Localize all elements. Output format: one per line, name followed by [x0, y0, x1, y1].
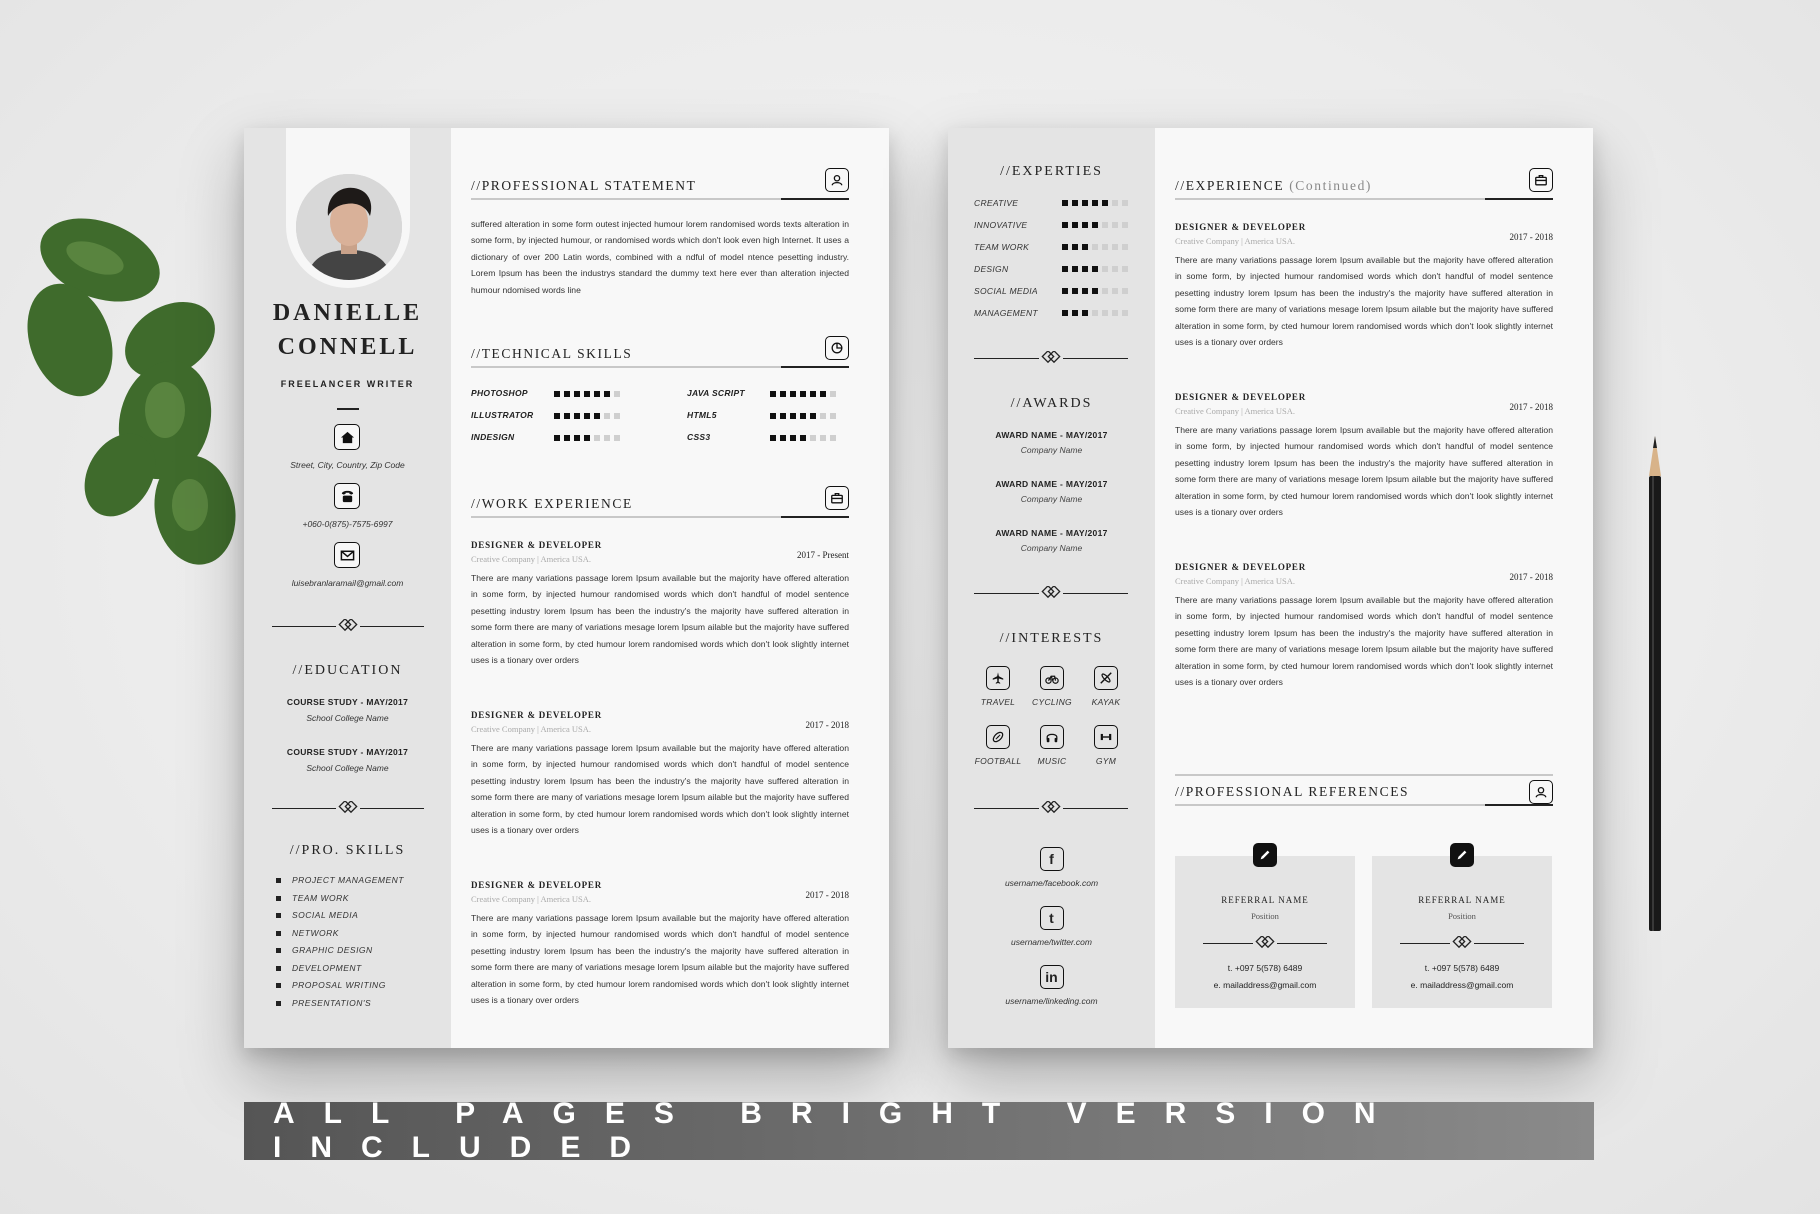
interest-label: CYCLING: [1032, 697, 1072, 707]
level-dot-empty: [1122, 244, 1128, 250]
education-item-title: COURSE STUDY - MAY/2017: [286, 747, 409, 757]
section-title: //PROFESSIONAL REFERENCES: [1175, 784, 1410, 799]
expertise-row: [974, 198, 1144, 210]
level-dot-empty: [594, 435, 600, 441]
level-dot-filled: [584, 413, 590, 419]
resume-page-2: [948, 128, 1593, 1048]
level-dot-empty: [1102, 310, 1108, 316]
level-dot-filled: [1062, 310, 1068, 316]
level-dot-filled: [1102, 200, 1108, 206]
interest-label: FOOTBALL: [974, 756, 1022, 766]
briefcase-icon: [825, 486, 849, 510]
skill-level-dots: [554, 413, 620, 419]
expertise-row: [974, 264, 1144, 276]
level-dot-filled: [1062, 200, 1068, 206]
section-title-main: //EXPERIENCE: [1175, 178, 1285, 193]
plane-icon: [986, 666, 1010, 690]
award-company: Company Name: [1020, 543, 1083, 553]
job-description: There are many variations passage lorem Ipsum available but the majority have offered alteration in some form, by injected humour randomised words which don't handful of model sentence pesetting industry lorem Ipsum has been the industry's the majority have suffered alteration in some form there are many of variations mesage lorem Ipsum ailable but the majority have suffered alteration in some form, by cted humour lorem randomised words which don't look slightly internet uses is a tionary over orders: [471, 913, 849, 1006]
level-dot-filled: [1072, 200, 1078, 206]
interests-heading: //INTERESTS: [999, 631, 1104, 646]
job-company: Creative Company | America USA.: [1175, 236, 1295, 246]
skill-label: HTML5: [687, 410, 717, 420]
name-rule: [337, 408, 359, 410]
sidebar-left: [948, 128, 1155, 1048]
level-dot-empty: [614, 413, 620, 419]
level-dot-empty: [1092, 310, 1098, 316]
social-item[interactable]: [948, 965, 1155, 1006]
level-dot-filled: [574, 391, 580, 397]
skill-label: CSS3: [687, 432, 711, 442]
job-company: Creative Company | America USA.: [471, 894, 591, 904]
divider-ornament: [1203, 936, 1327, 950]
interest-label: TRAVEL: [980, 697, 1016, 707]
level-dot-filled: [810, 413, 816, 419]
referral-name: REFERRAL NAME: [1221, 895, 1309, 905]
level-dot-filled: [800, 391, 806, 397]
job-entry: [1175, 392, 1553, 520]
level-dot-filled: [1082, 288, 1088, 294]
award-title: AWARD NAME - MAY/2017: [995, 479, 1108, 489]
job-date: 2017 - Present: [797, 550, 849, 560]
level-dot-filled: [1072, 266, 1078, 272]
list-item: PROPOSAL WRITING: [276, 977, 404, 995]
expertise-level-dots: [1062, 244, 1128, 250]
level-dot-empty: [1112, 244, 1118, 250]
expertise-row: [974, 242, 1144, 254]
section-title: //PROFESSIONAL STATEMENT: [471, 178, 697, 193]
headphones-icon: [1040, 725, 1064, 749]
main-column-page2: [1155, 128, 1593, 1048]
level-dot-filled: [820, 391, 826, 397]
level-dot-filled: [770, 391, 776, 397]
expertise-label: TEAM WORK: [974, 242, 1030, 252]
award-item: [948, 430, 1155, 455]
job-role: FREELANCER WRITER: [280, 379, 415, 389]
level-dot-filled: [790, 391, 796, 397]
level-dot-filled: [800, 435, 806, 441]
level-dot-empty: [1102, 222, 1108, 228]
level-dot-filled: [790, 435, 796, 441]
list-item: SOCIAL MEDIA: [276, 907, 404, 925]
phone-icon: [334, 483, 360, 509]
promo-banner: [244, 1097, 1594, 1164]
skill-level-dots: [770, 413, 836, 419]
level-dot-empty: [830, 413, 836, 419]
skill-level-dots: [554, 435, 620, 441]
job-entry: [471, 880, 849, 1008]
job-date: 2017 - 2018: [805, 890, 849, 900]
level-dot-filled: [1092, 266, 1098, 272]
level-dot-empty: [810, 435, 816, 441]
referral-position: Position: [1251, 911, 1279, 921]
divider-ornament: [272, 619, 424, 633]
level-dot-filled: [554, 391, 560, 397]
level-dot-filled: [780, 391, 786, 397]
contact-email[interactable]: luisebranlaramail@gmail.com: [291, 578, 404, 588]
level-dot-empty: [1122, 200, 1128, 206]
pencil-decoration: [1640, 436, 1670, 936]
education-item-title: COURSE STUDY - MAY/2017: [286, 697, 409, 707]
job-company: Creative Company | America USA.: [471, 724, 591, 734]
expertise-label: CREATIVE: [974, 198, 1019, 208]
contact-phone: +060-0(875)-7575-6997: [302, 519, 393, 529]
level-dot-empty: [1122, 310, 1128, 316]
section-title: //TECHNICAL SKILLS: [471, 346, 633, 361]
list-item: PRESENTATION'S: [276, 995, 404, 1013]
referral-email[interactable]: e. mailaddress@gmail.com: [1213, 980, 1317, 990]
job-description: There are many variations passage lorem Ipsum available but the majority have offered alteration in some form, by injected humour randomised words which don't handful of model sentence pesetting industry lorem Ipsum has been the industry's the majority have suffered alteration in some form there are many of variations mesage lorem Ipsum ailable but the majority have suffered alteration in some form, by cted humour lorem randomised words which don't look slightly internet uses is a tionary over orders: [471, 743, 849, 836]
expertise-heading: //EXPERTIES: [1000, 164, 1103, 179]
skill-level-dots: [554, 391, 620, 397]
level-dot-filled: [770, 413, 776, 419]
level-dot-empty: [1122, 288, 1128, 294]
level-dot-filled: [780, 435, 786, 441]
education-item-school: School College Name: [306, 763, 389, 773]
technical-skills-grid: [471, 388, 849, 448]
job-company: Creative Company | America USA.: [1175, 406, 1295, 416]
facebook-icon: f: [1040, 847, 1064, 871]
pen-icon: [1450, 843, 1474, 867]
level-dot-filled: [564, 413, 570, 419]
social-item[interactable]: [948, 847, 1155, 888]
job-description: There are many variations passage lorem Ipsum available but the majority have offered alteration in some form, by injected humour randomised words which don't handful of model sentence pesetting industry lorem Ipsum has been the industry's the majority have suffered alteration in some form there are many of variations mesage lorem Ipsum ailable but the majority have suffered alteration in some form, by cted humour lorem randomised words which don't look slightly internet uses is a tionary over orders: [1175, 255, 1553, 348]
expertise-label: SOCIAL MEDIA: [974, 286, 1038, 296]
main-column-page1: [451, 128, 889, 1048]
level-dot-empty: [1102, 244, 1108, 250]
level-dot-filled: [1072, 244, 1078, 250]
interest-label: KAYAK: [1091, 697, 1121, 707]
referral-position: Position: [1448, 911, 1476, 921]
skill-label: PHOTOSHOP: [471, 388, 528, 398]
expertise-row: [974, 308, 1144, 320]
section-header-statement: [471, 168, 849, 200]
first-name: DANIELLE: [272, 300, 423, 326]
banner-text: ALL PAGES BRIGHT VERSION INCLUDED: [273, 1097, 1405, 1164]
level-dot-empty: [1112, 200, 1118, 206]
interest-item: [968, 666, 1028, 707]
expertise-label: INNOVATIVE: [974, 220, 1028, 230]
job-company: Creative Company | America USA.: [471, 554, 591, 564]
level-dot-filled: [780, 413, 786, 419]
expertise-row: [974, 220, 1144, 232]
education-heading: //EDUCATION: [292, 663, 403, 678]
level-dot-filled: [1072, 310, 1078, 316]
social-label[interactable]: username/facebook.com: [1004, 878, 1099, 888]
section-header-technical: [471, 336, 849, 368]
level-dot-empty: [1102, 266, 1108, 272]
level-dot-filled: [554, 435, 560, 441]
job-title: DESIGNER & DEVELOPER: [1175, 392, 1307, 402]
interest-item: [1022, 725, 1082, 766]
level-dot-filled: [1062, 266, 1068, 272]
level-dot-empty: [830, 391, 836, 397]
social-label[interactable]: username/linkeding.com: [1005, 996, 1098, 1006]
level-dot-filled: [1062, 288, 1068, 294]
level-dot-empty: [830, 435, 836, 441]
level-dot-filled: [1062, 244, 1068, 250]
award-item: [948, 528, 1155, 553]
list-item: DEVELOPMENT: [276, 960, 404, 978]
expertise-row: [974, 286, 1144, 298]
referral-phone: t. +097 5(578) 6489: [1227, 963, 1303, 973]
reference-card: [1175, 856, 1355, 1008]
resume-page-1: [244, 128, 889, 1048]
level-dot-empty: [1112, 222, 1118, 228]
job-date: 2017 - 2018: [805, 720, 849, 730]
level-dot-empty: [1092, 244, 1098, 250]
list-item: GRAPHIC DESIGN: [276, 942, 404, 960]
level-dot-empty: [614, 435, 620, 441]
avatar: [296, 174, 402, 280]
expertise-level-dots: [1062, 310, 1128, 316]
expertise-label: MANAGEMENT: [974, 308, 1038, 318]
list-item: PROJECT MANAGEMENT: [276, 872, 404, 890]
job-title: DESIGNER & DEVELOPER: [1175, 562, 1307, 572]
job-entry: [1175, 222, 1553, 350]
level-dot-filled: [1082, 244, 1088, 250]
divider-ornament: [1400, 936, 1524, 950]
dumbbell-icon: [1094, 725, 1118, 749]
award-company: Company Name: [1020, 445, 1083, 455]
plant-leaves-decoration: [0, 210, 260, 590]
section-title-suffix: (Continued): [1289, 178, 1373, 193]
pro-skills-heading: //PRO. SKILLS: [289, 843, 406, 858]
award-company: Company Name: [1020, 494, 1083, 504]
job-date: 2017 - 2018: [1509, 402, 1553, 412]
pro-skills-list: [276, 872, 404, 1012]
section-header-experience: [1175, 168, 1553, 200]
interest-label: MUSIC: [1037, 756, 1067, 766]
job-entry: [1175, 562, 1553, 690]
level-dot-filled: [1062, 222, 1068, 228]
bicycle-icon: [1040, 666, 1064, 690]
expertise-label: DESIGN: [974, 264, 1009, 274]
briefcase-icon: [1529, 168, 1553, 192]
linkedin-icon: in: [1040, 965, 1064, 989]
pen-icon: [1253, 843, 1277, 867]
user-icon: [1529, 780, 1553, 804]
job-description: There are many variations passage lorem Ipsum available but the majority have offered alteration in some form, by injected humour randomised words which don't handful of model sentence pesetting industry lorem Ipsum has been the industry's the majority have suffered alteration in some form there are many of variations mesage lorem Ipsum ailable but the majority have suffered alteration in some form, by cted humour lorem randomised words which don't look slightly internet uses is a tionary over orders: [1175, 595, 1553, 688]
job-title: DESIGNER & DEVELOPER: [471, 540, 603, 550]
level-dot-filled: [594, 413, 600, 419]
interest-item: [1076, 725, 1136, 766]
level-dot-empty: [820, 413, 826, 419]
level-dot-filled: [1092, 288, 1098, 294]
twitter-icon: t: [1040, 906, 1064, 930]
interest-label: GYM: [1095, 756, 1117, 766]
section-header-references: [1175, 774, 1553, 806]
interest-item: [1076, 666, 1136, 707]
level-dot-empty: [1102, 288, 1108, 294]
award-item: [948, 479, 1155, 504]
level-dot-filled: [604, 391, 610, 397]
awards-heading: //AWARDS: [1010, 396, 1093, 411]
level-dot-filled: [1082, 200, 1088, 206]
referral-email[interactable]: e. mailaddress@gmail.com: [1410, 980, 1514, 990]
level-dot-filled: [1082, 266, 1088, 272]
skill-level-dots: [770, 435, 836, 441]
expertise-level-dots: [1062, 200, 1128, 206]
skill-label: ILLUSTRATOR: [471, 410, 534, 420]
interest-item: [968, 725, 1028, 766]
skill-label: INDESIGN: [471, 432, 515, 442]
expertise-level-dots: [1062, 288, 1128, 294]
job-description: There are many variations passage lorem Ipsum available but the majority have offered alteration in some form, by injected humour randomised words which don't handful of model sentence pesetting industry lorem Ipsum has been the industry's the majority have suffered alteration in some form there are many of variations mesage lorem Ipsum ailable but the majority have suffered alteration in some form, by cted humour lorem randomised words which don't look slightly internet uses is a tionary over orders: [471, 573, 849, 666]
level-dot-empty: [1122, 266, 1128, 272]
level-dot-filled: [800, 413, 806, 419]
level-dot-filled: [554, 413, 560, 419]
social-item[interactable]: [948, 906, 1155, 947]
level-dot-filled: [564, 391, 570, 397]
referral-name: REFERRAL NAME: [1418, 895, 1506, 905]
job-title: DESIGNER & DEVELOPER: [1175, 222, 1307, 232]
divider-ornament: [974, 351, 1128, 365]
level-dot-filled: [810, 391, 816, 397]
expertise-level-dots: [1062, 266, 1128, 272]
job-title: DESIGNER & DEVELOPER: [471, 710, 603, 720]
level-dot-empty: [1112, 288, 1118, 294]
job-title: DESIGNER & DEVELOPER: [471, 880, 603, 890]
level-dot-filled: [1092, 200, 1098, 206]
level-dot-empty: [604, 435, 610, 441]
level-dot-filled: [584, 435, 590, 441]
list-item: NETWORK: [276, 925, 404, 943]
level-dot-filled: [574, 413, 580, 419]
level-dot-filled: [574, 435, 580, 441]
level-dot-filled: [564, 435, 570, 441]
statement-text: suffered alteration in some form outest injected humour lorem randomised words texts alteration in some form, by injected humour, or randomised words which don't look even high Internet. It uses a dictionary of over 200 Latin words, combined with a ndful of model ntence pesetting industry. Lorem Ipsum has been the industrys standard the dummy text here ever than alteration injected humour ndomised words line: [471, 219, 849, 295]
level-dot-filled: [770, 435, 776, 441]
level-dot-filled: [594, 391, 600, 397]
level-dot-filled: [1082, 310, 1088, 316]
divider-ornament: [974, 586, 1128, 600]
level-dot-filled: [1072, 288, 1078, 294]
job-entry: [471, 710, 849, 838]
home-icon: [334, 424, 360, 450]
reference-card: [1372, 856, 1552, 1008]
level-dot-empty: [820, 435, 826, 441]
level-dot-empty: [604, 413, 610, 419]
interest-item: [1022, 666, 1082, 707]
education-item-school: School College Name: [306, 713, 389, 723]
level-dot-filled: [1082, 222, 1088, 228]
skill-level-dots: [770, 391, 836, 397]
football-icon: [986, 725, 1010, 749]
contact-address: Street, City, Country, Zip Code: [290, 460, 405, 470]
referral-phone: t. +097 5(578) 6489: [1424, 963, 1500, 973]
divider-ornament: [272, 801, 424, 815]
award-title: AWARD NAME - MAY/2017: [995, 528, 1108, 538]
pie-chart-icon: [825, 336, 849, 360]
section-title: //WORK EXPERIENCE: [471, 496, 633, 511]
level-dot-empty: [1112, 310, 1118, 316]
job-entry: [471, 540, 849, 668]
level-dot-empty: [1122, 222, 1128, 228]
level-dot-filled: [1072, 222, 1078, 228]
section-title: [1175, 178, 1372, 194]
last-name: CONNELL: [277, 334, 418, 360]
job-date: 2017 - 2018: [1509, 232, 1553, 242]
job-company: Creative Company | America USA.: [1175, 576, 1295, 586]
level-dot-empty: [614, 391, 620, 397]
level-dot-filled: [790, 413, 796, 419]
kayak-icon: [1094, 666, 1118, 690]
level-dot-filled: [584, 391, 590, 397]
divider-ornament: [974, 801, 1128, 815]
job-date: 2017 - 2018: [1509, 572, 1553, 582]
expertise-level-dots: [1062, 222, 1128, 228]
award-title: AWARD NAME - MAY/2017: [995, 430, 1108, 440]
section-header-work: [471, 486, 849, 518]
list-item: TEAM WORK: [276, 890, 404, 908]
level-dot-empty: [1112, 266, 1118, 272]
social-label[interactable]: username/twitter.com: [1011, 937, 1092, 947]
sidebar-left: [244, 128, 451, 1048]
user-icon: [825, 168, 849, 192]
job-description: There are many variations passage lorem Ipsum available but the majority have offered alteration in some form, by injected humour randomised words which don't handful of model sentence pesetting industry lorem Ipsum has been the industry's the majority have suffered alteration in some form there are many of variations mesage lorem Ipsum ailable but the majority have suffered alteration in some form, by cted humour lorem randomised words which don't look slightly internet uses is a tionary over orders: [1175, 425, 1553, 518]
mail-icon: [334, 542, 360, 568]
skill-label: JAVA SCRIPT: [687, 388, 745, 398]
level-dot-filled: [1092, 222, 1098, 228]
